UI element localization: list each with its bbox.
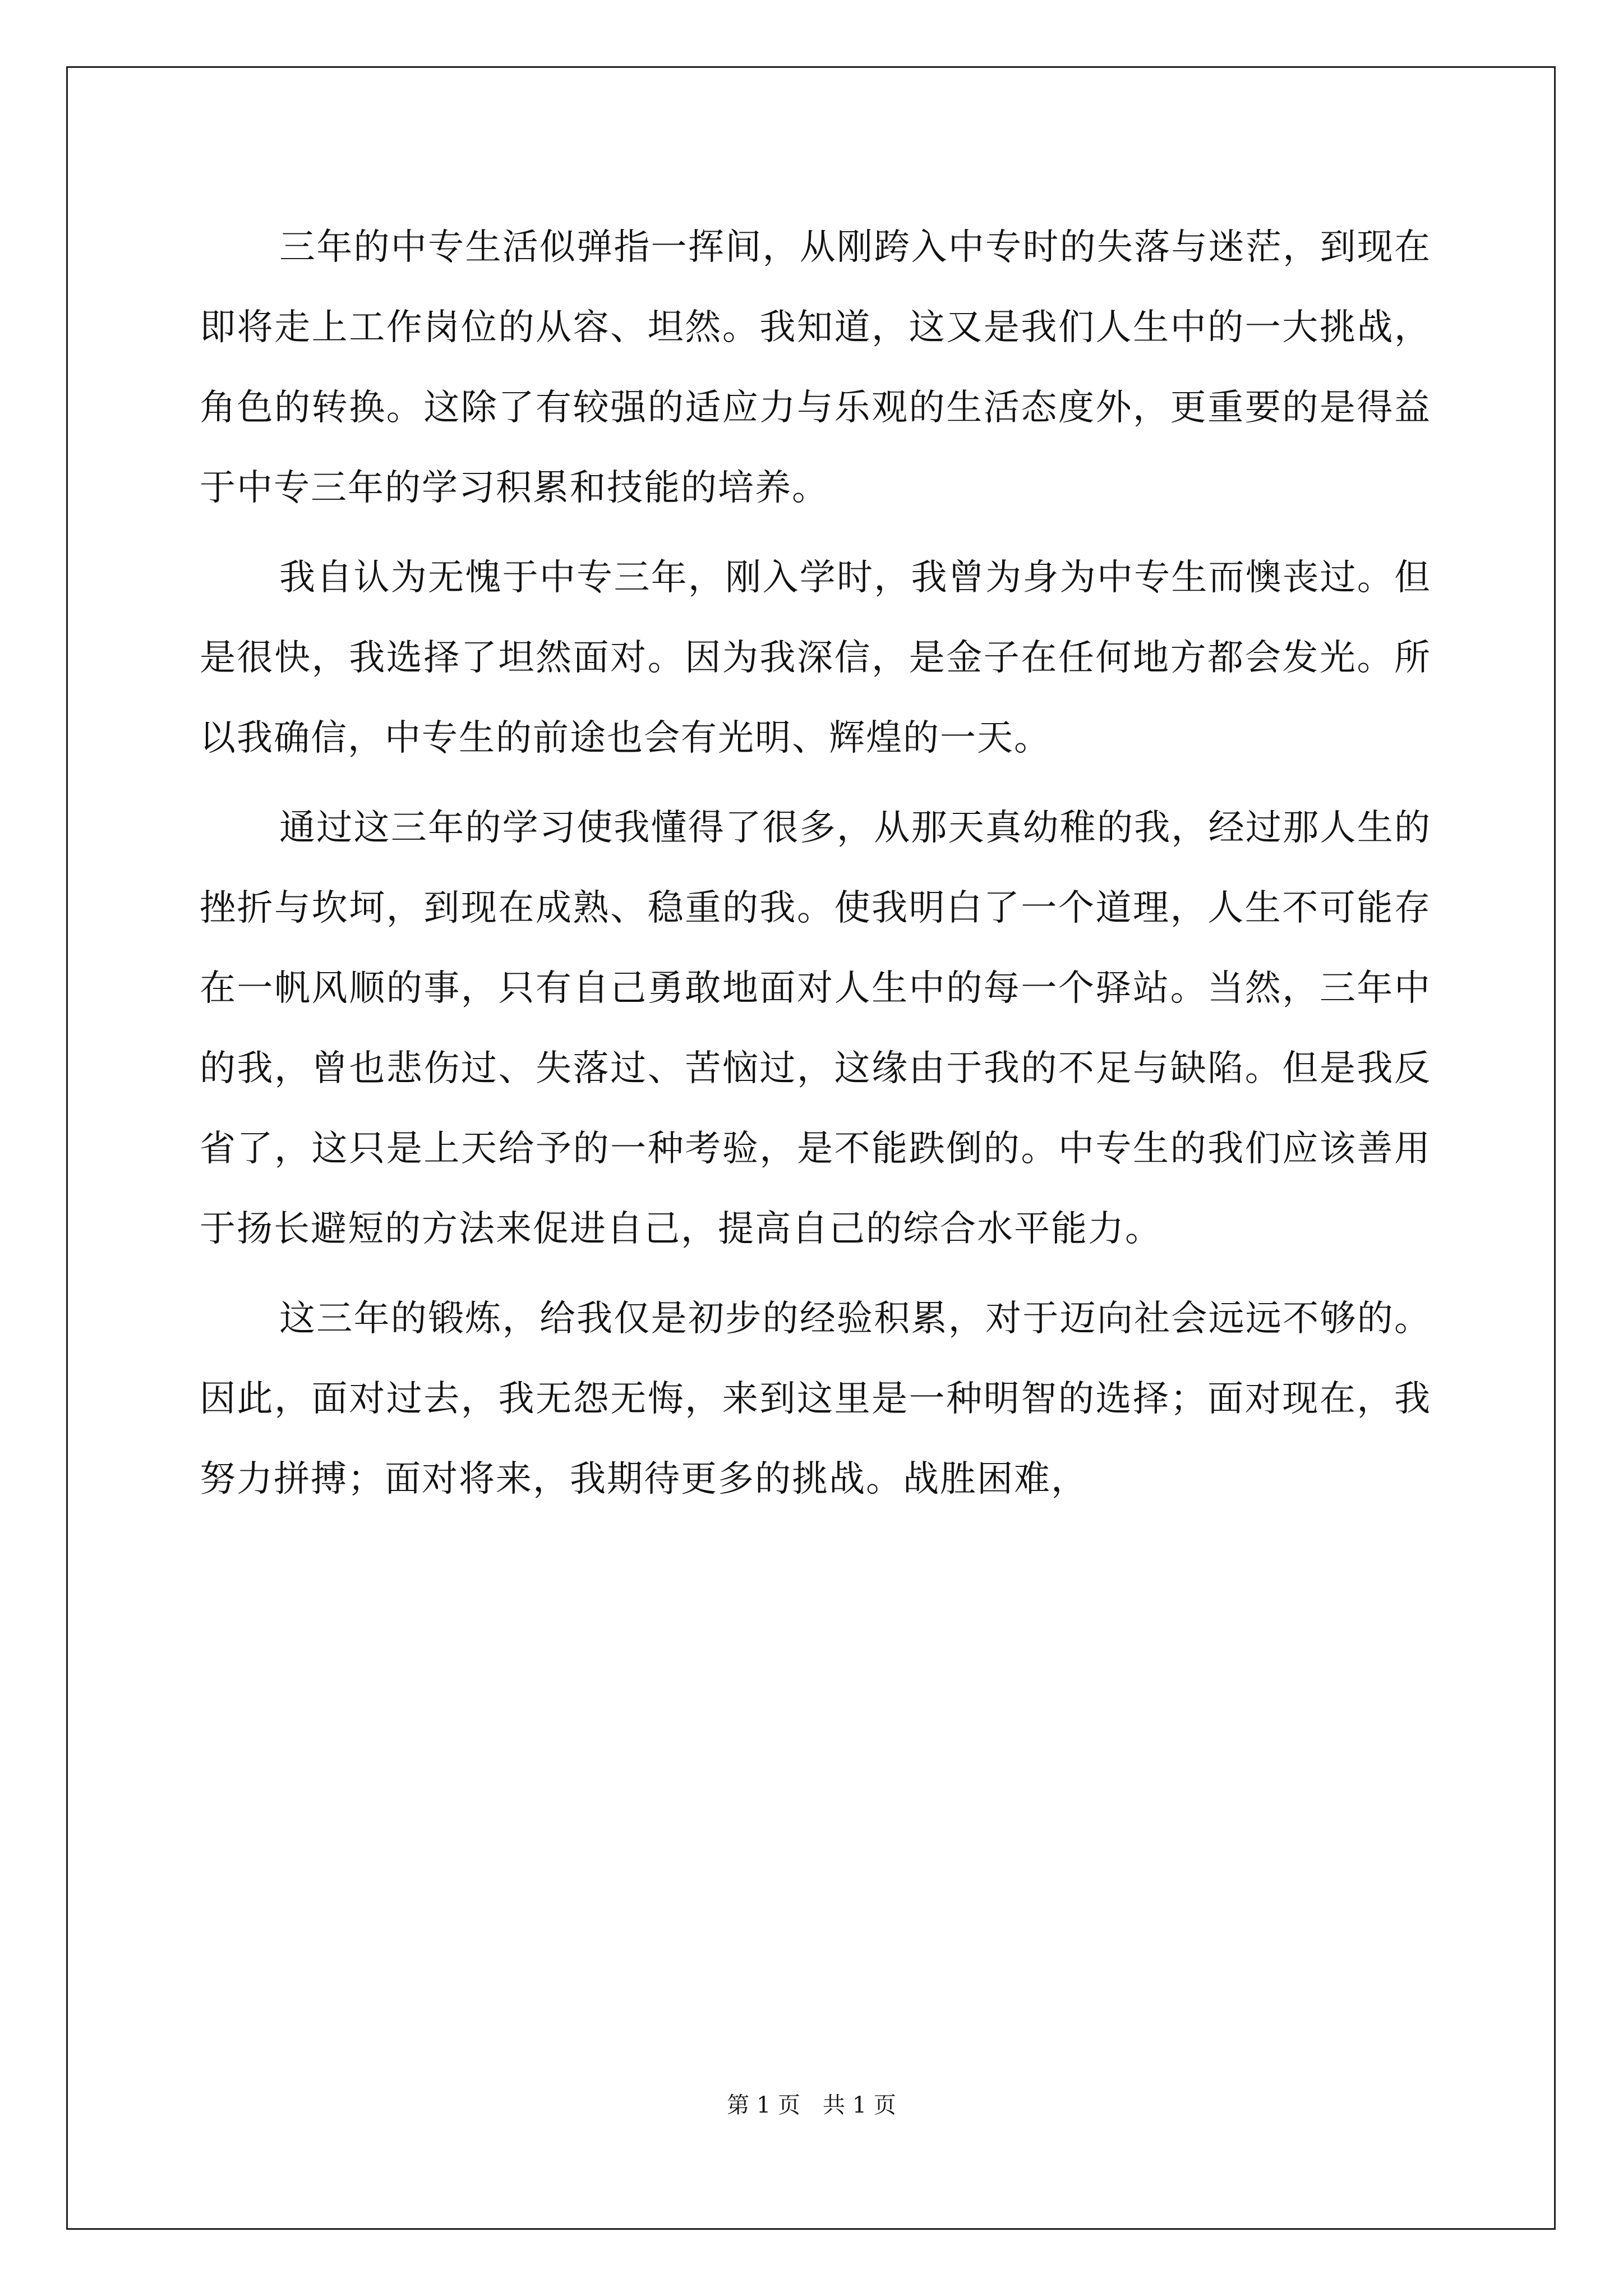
paragraph-2: 我自认为无愧于中专三年，刚入学时，我曾为身为中专生而懊丧过。但是很快，我选择了坦然面对。因为我深信，是金子在任何地方都会发光。所以我确信，中专生的前途也会有光明、辉煌的一天。	[200, 557, 1431, 759]
paragraph-3: 通过这三年的学习使我懂得了很多，从那天真幼稚的我，经过那人生的挫折与坎坷，到现在成熟、稳重的我。使我明白了一个道理，人生不可能存在一帆风顺的事，只有自己勇敢地面对人生中的每一个驿站。当然，三年中的我，曾也悲伤过、失落过、苦恼过，这缘由于我的不足与缺陷。但是我反省了，这只是上天给予的一种考验，是不能跌倒的。中专生的我们应该善用于扬长避短的方法来促进自己，提高自己的综合水平能力。	[200, 807, 1431, 1250]
document-body	[200, 208, 1431, 1529]
paragraph-1: 三年的中专生活似弹指一挥间，从刚跨入中专时的失落与迷茫，到现在即将走上工作岗位的从容、坦然。我知道，这又是我们人生中的一大挑战，角色的转换。这除了有较强的适应力与乐观的生活态度外，更重要的是得益于中专三年的学习积累和技能的培养。	[200, 227, 1431, 509]
page-number-footer: 第 1 页 共 1 页	[727, 2092, 896, 2118]
paragraph-4: 这三年的锻炼，给我仅是初步的经验积累，对于迈向社会远远不够的。因此，面对过去，我无怨无悔，来到这里是一种明智的选择；面对现在，我努力拼搏；面对将来，我期待更多的挑战。战胜困难，	[200, 1298, 1431, 1500]
